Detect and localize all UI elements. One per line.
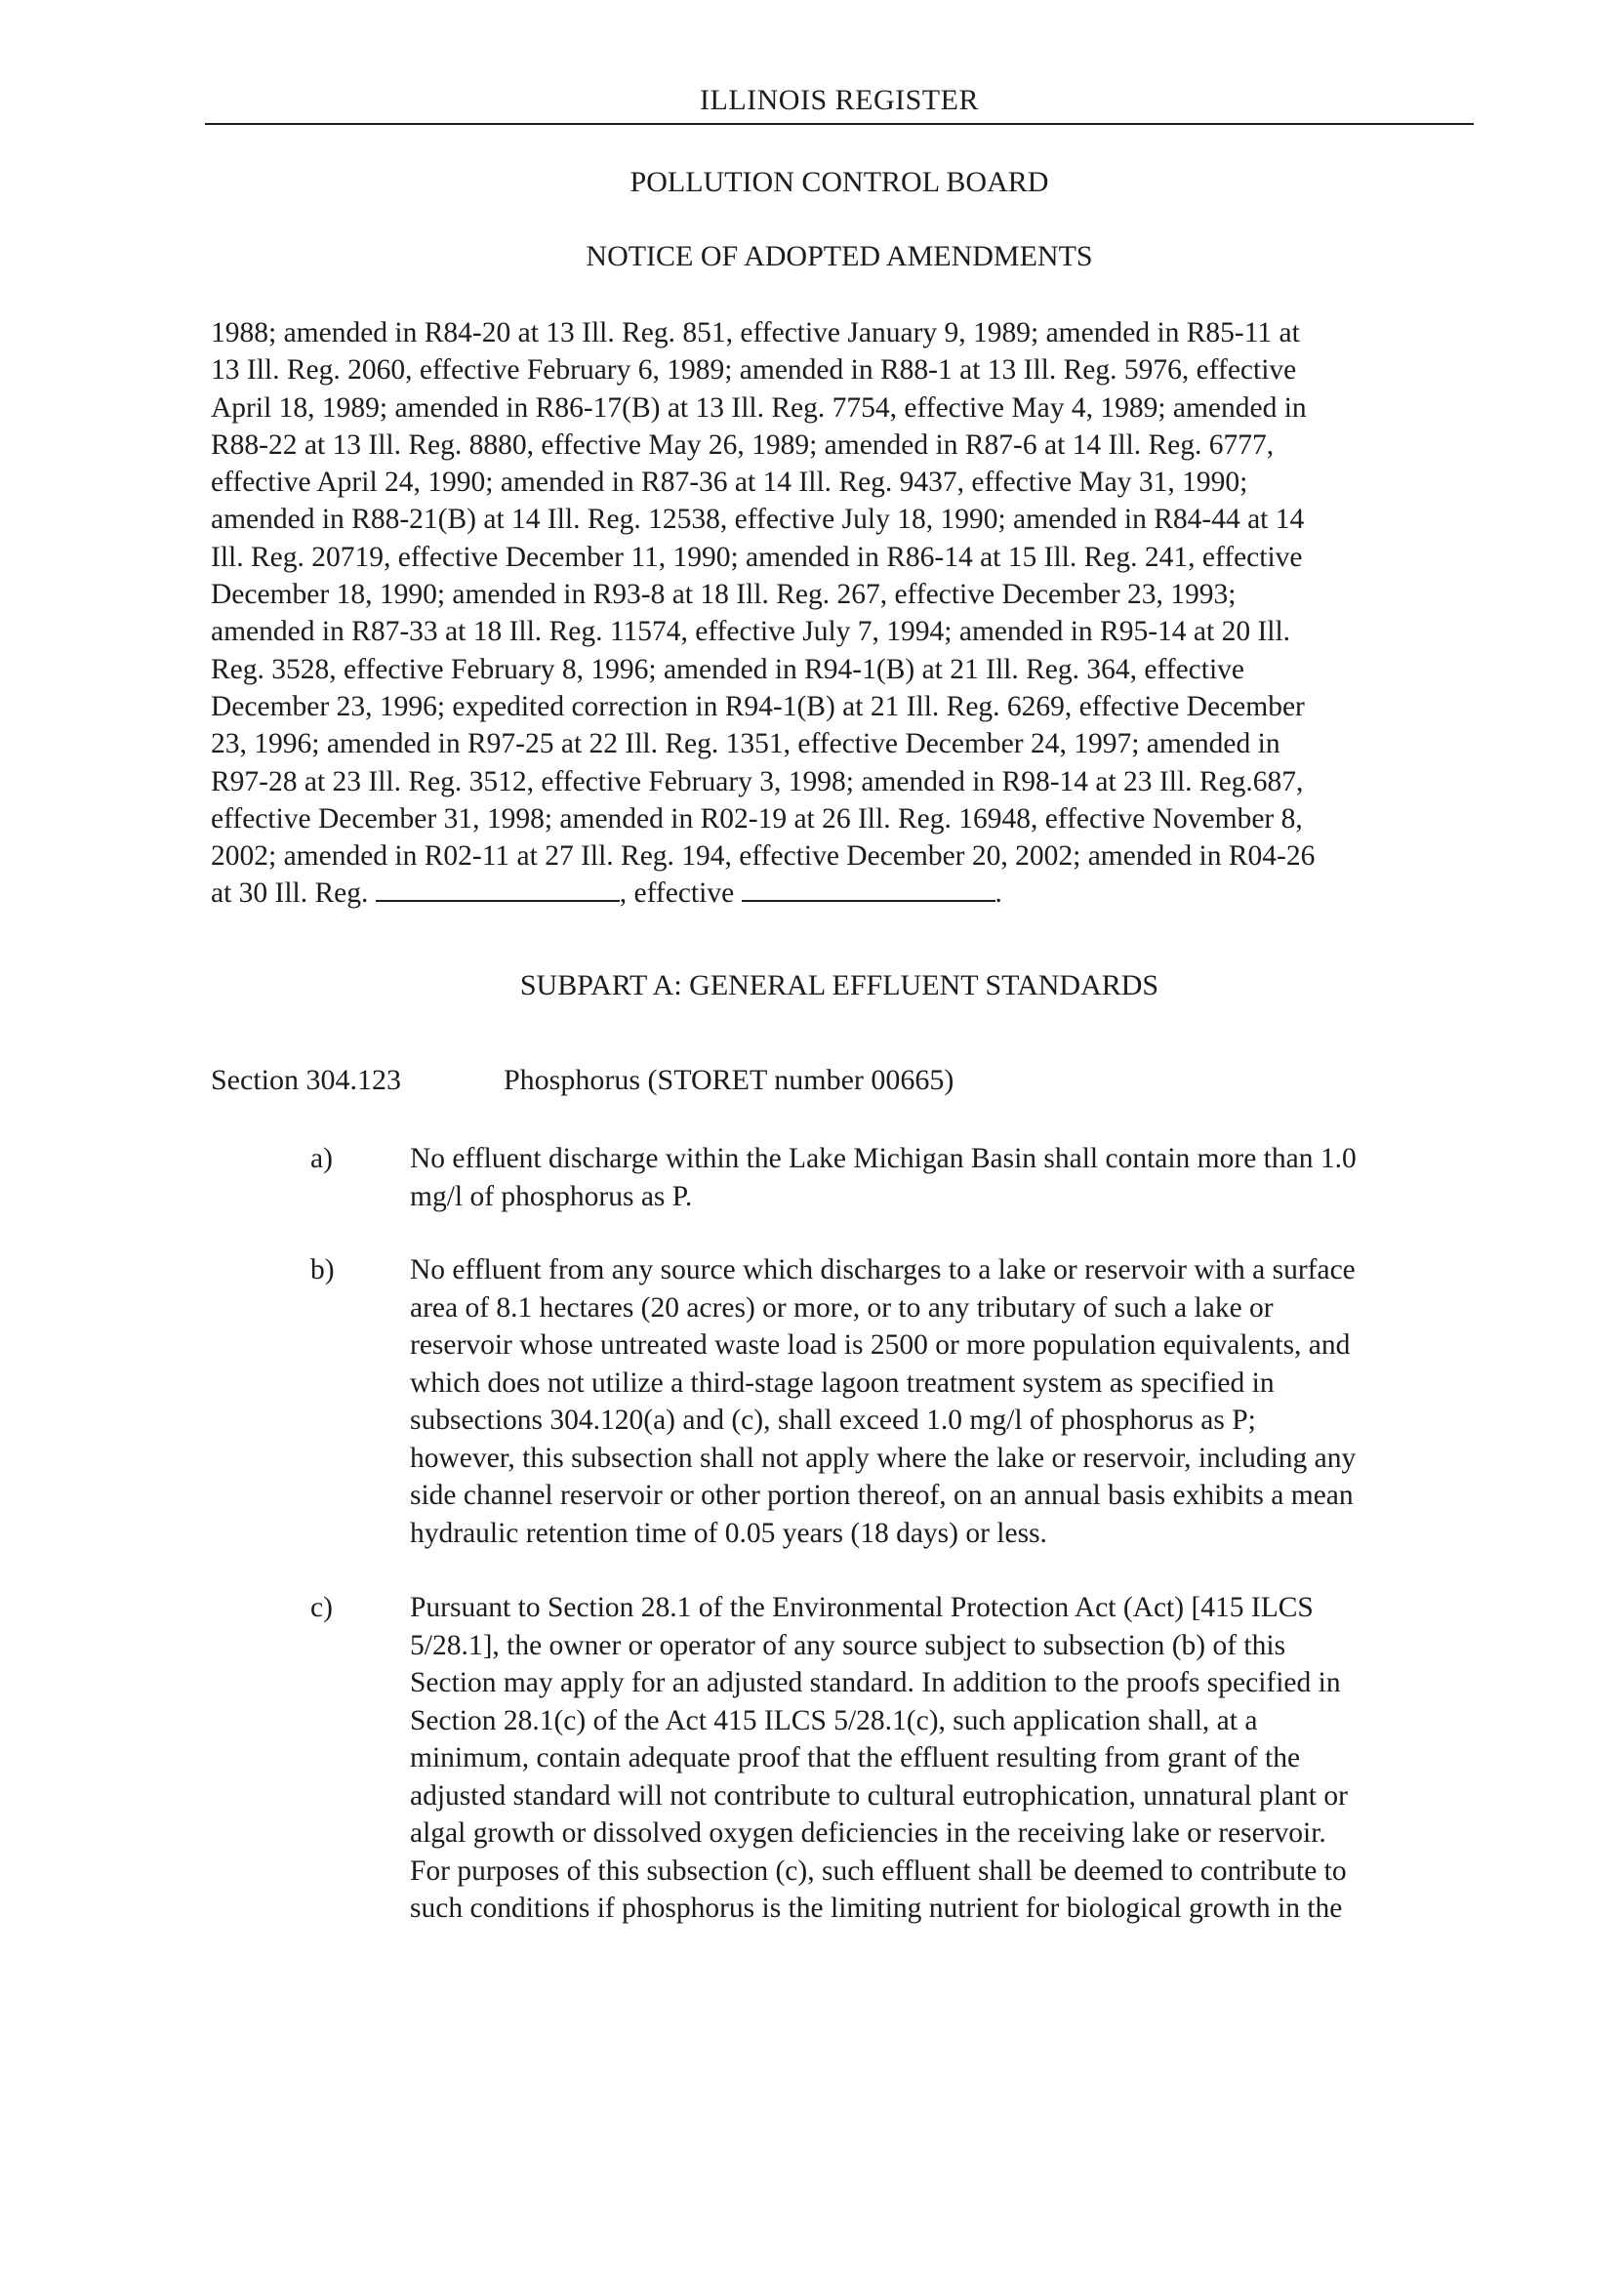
text-line: side channel reservoir or other portion thereof, on an annual basis exhibits a mean [410,1480,1354,1511]
register-page-blank [376,876,620,902]
text-line: 5/28.1], the owner or operator of any source subject to subsection (b) of this [410,1629,1286,1661]
text-line: minimum, contain adequate proof that the effluent resulting from grant of the [410,1742,1301,1773]
text-line: hydraulic retention time of 0.05 years (18 days) or less. [410,1517,1047,1549]
header-rule [205,123,1474,125]
history-line: amended in R88-21(B) at 14 Ill. Reg. 12538, effective July 18, 1990; amended in R84-44 at 14 [211,504,1305,536]
history-line: Ill. Reg. 20719, effective December 11, 1990; amended in R86-14 at 15 Ill. Reg. 241, effective [211,541,1303,573]
subsection-label: b) [310,1254,335,1285]
notice-title: NOTICE OF ADOPTED AMENDMENTS [586,240,1093,272]
history-line: December 18, 1990; amended in R93-8 at 18 Ill. Reg. 267, effective December 23, 1993; [211,579,1237,611]
subsection-label: a) [310,1143,333,1174]
register-title: ILLINOIS REGISTER [700,84,979,116]
effective-date-blank [742,876,995,902]
subsection-text [410,1251,1482,1552]
history-line: April 18, 1989; amended in R86-17(B) at 13 Ill. Reg. 7754, effective May 4, 1989; amended in [211,391,1307,424]
history-line: effective December 31, 1998; amended in R02-19 at 26 Ill. Reg. 16948, effective November 8, [211,802,1303,835]
text-line: No effluent discharge within the Lake Michigan Basin shall contain more than 1.0 [410,1143,1357,1174]
subsection-label: c) [310,1592,333,1623]
history-line: R88-22 at 13 Ill. Reg. 8880, effective May 26, 1989; amended in R87-6 at 14 Ill. Reg. 6777, [211,428,1275,461]
history-line: 1988; amended in R84-20 at 13 Ill. Reg. 851, effective January 9, 1989; amended in R85-11 at [211,317,1300,348]
section-number: Section 304.123 [211,1064,401,1096]
text-line: For purposes of this subsection (c), such effluent shall be deemed to contribute to [410,1854,1347,1887]
agency-name: POLLUTION CONTROL BOARD [629,166,1049,198]
text-line: area of 8.1 hectares (20 acres) or more, or to any tributary of such a lake or [410,1291,1274,1324]
history-line: 13 Ill. Reg. 2060, effective February 6, 1989; amended in R88-1 at 13 Ill. Reg. 5976, effective [211,354,1297,387]
subsection-text [410,1589,1482,1928]
history-line: 2002; amended in R02-11 at 27 Ill. Reg. 194, effective December 20, 2002; amended in R04-26 [211,840,1316,873]
history-last-end: . [995,877,1002,910]
subpart-heading: SUBPART A: GENERAL EFFLUENT STANDARDS [519,969,1159,1001]
subsection-text [410,1140,1482,1215]
text-line: adjusted standard will not contribute to cultural eutrophication, unnatural plant or [410,1779,1348,1812]
history-line: R97-28 at 23 Ill. Reg. 3512, effective February 3, 1998; amended in R98-14 at 23 Ill. Reg.687, [211,765,1304,797]
text-line: subsections 304.120(a) and (c), shall exceed 1.0 mg/l of phosphorus as P; [410,1405,1256,1436]
section-title: Phosphorus (STORET number 00665) [504,1064,954,1096]
history-last-start: at 30 Ill. Reg. [211,877,376,910]
text-line: such conditions if phosphorus is the limiting nutrient for biological growth in the [410,1893,1343,1924]
history-line: December 23, 1996; expedited correction in R94-1(B) at 21 Ill. Reg. 6269, effective December [211,690,1305,722]
text-line: Section may apply for an adjusted standard. In addition to the proofs specified in [410,1667,1341,1698]
text-line: mg/l of phosphorus as P. [410,1180,693,1212]
history-line: effective April 24, 1990; amended in R87-36 at 14 Ill. Reg. 9437, effective May 31, 1990; [211,467,1248,499]
text-line: No effluent from any source which discharges to a lake or reservoir with a surface [410,1254,1356,1285]
text-line: Section 28.1(c) of the Act 415 ILCS 5/28.1(c), such application shall, at a [410,1704,1258,1736]
text-line: Pursuant to Section 28.1 of the Environmental Protection Act (Act) [415 ILCS [410,1592,1314,1623]
amendment-history [211,314,1480,913]
history-last-middle: , effective [619,877,742,910]
text-line: algal growth or dissolved oxygen deficiencies in the receiving lake or reservoir. [410,1817,1326,1849]
text-line: reservoir whose untreated waste load is 2500 or more population equivalents, and [410,1329,1351,1361]
history-line: amended in R87-33 at 18 Ill. Reg. 11574, effective July 7, 1994; amended in R95-14 at 20 Ill. [211,616,1291,648]
text-line: however, this subsection shall not apply where the lake or reservoir, including any [410,1442,1357,1474]
text-line: which does not utilize a third-stage lagoon treatment system as specified in [410,1366,1275,1399]
history-line: 23, 1996; amended in R97-25 at 22 Ill. Reg. 1351, effective December 24, 1997; amended in [211,728,1280,760]
history-last-line [211,875,1480,912]
history-line: Reg. 3528, effective February 8, 1996; amended in R94-1(B) at 21 Ill. Reg. 364, effective [211,653,1244,685]
